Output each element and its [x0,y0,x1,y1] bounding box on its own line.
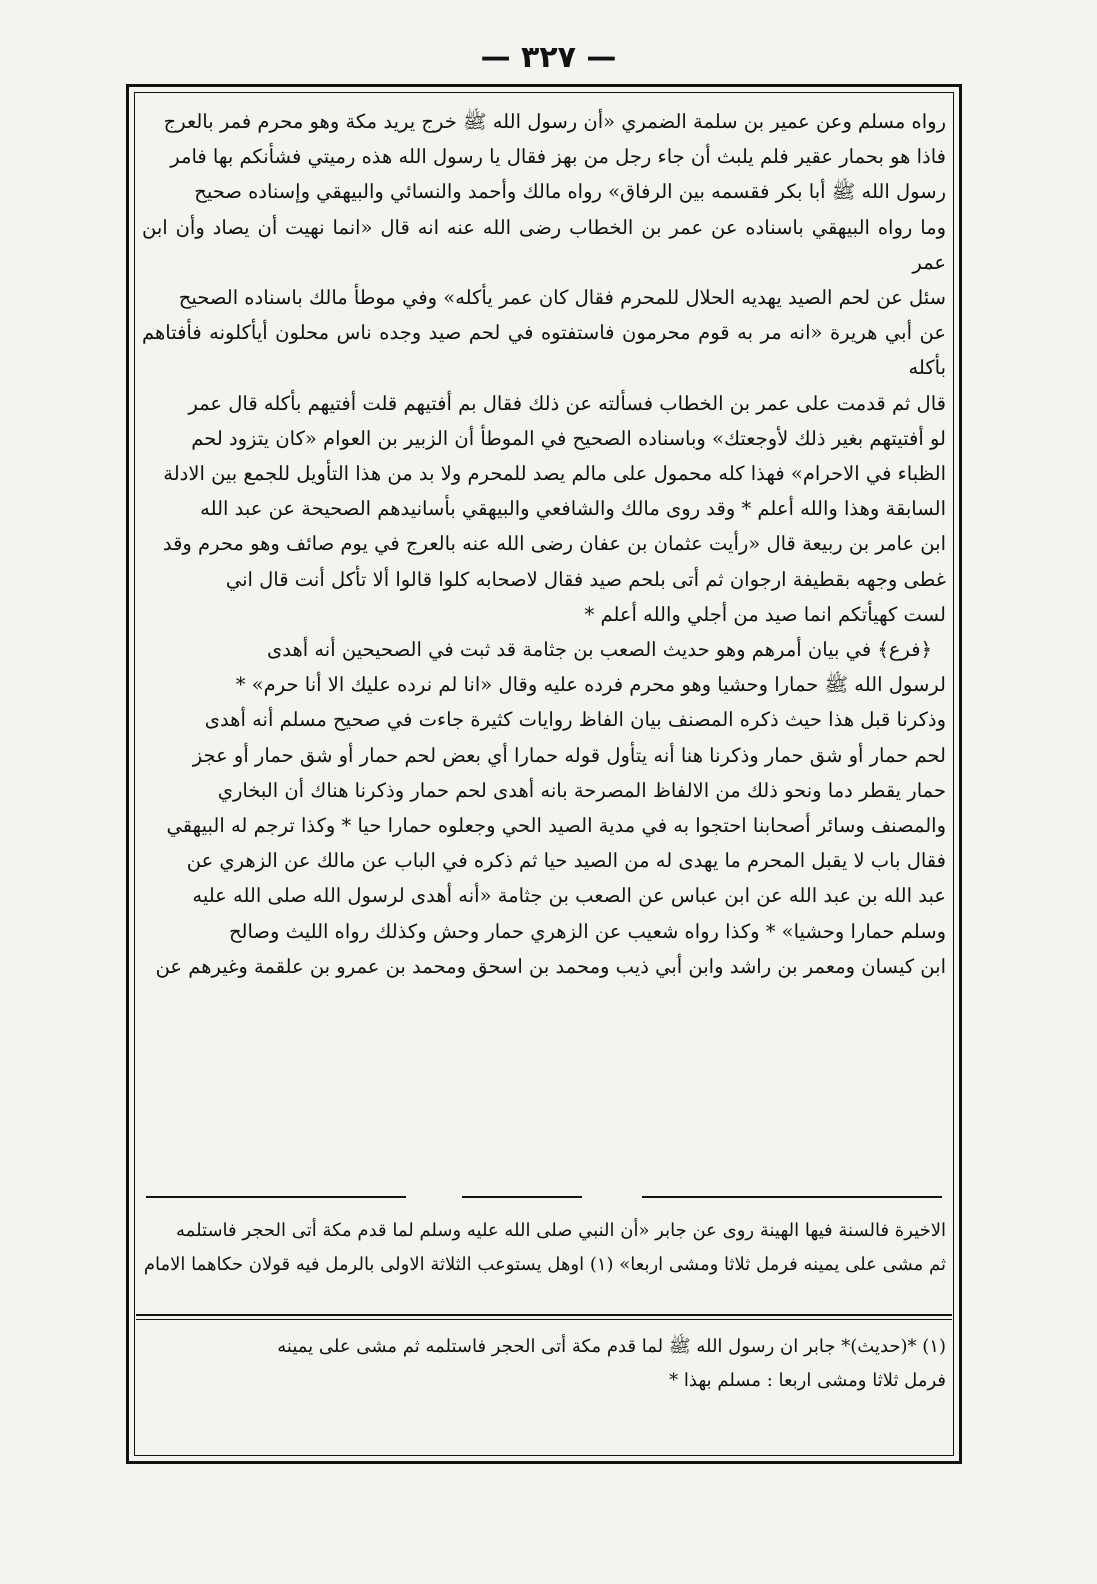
page-number: — ٣٢٧ — [480,40,617,75]
main-line: وسلم حمارا وحشيا» * وكذا رواه شعيب عن الزهري حمار وحش وكذلك رواه الليث وصالح [228,919,946,943]
main-line: والمصنف وسائر أصحابنا احتجوا به في مدية الصيد الحي وجعلوه حمارا حيا * وكذا ترجم له البيهقي [166,814,946,838]
main-line: عبد الله بن عبد الله عن ابن عباس عن الصعب بن جثامة «أنه أهدى لرسول الله صلى الله عليه [192,884,946,908]
main-line: قال ثم قدمت على عمر بن الخطاب فسألته عن ذلك فقال بم أفتيهم قلت أفتيهم بأكله قال عمر [188,391,946,415]
main-text-block [142,104,946,984]
main-line: غطى وجهه بقطيفة ارجوان ثم أتى بلحم صيد فقال لاصحابه كلوا قالوا ألا تأكل أنت قال اني [225,567,946,591]
divider-segment [146,1196,406,1198]
main-line: لو أفتيتهم بغير ذلك لأوجعتك» وباسناده الصحيح في الموطأ أن الزبير بن العوام «كان يتزود لحم [191,426,946,450]
commentary-line: الاخيرة فالسنة فيها الهينة روى عن جابر «أن النبي صلى الله عليه وسلم لما قدم مكة أتى الحجر فاستلمه [176,1220,946,1241]
main-line: رسول الله ﷺ أبا بكر فقسمه بين الرفاق» رواه مالك وأحمد والنسائي والبيهقي وإسناده صحيح [194,180,946,204]
main-line: وما رواه البيهقي باسناده عن عمر بن الخطاب رضى الله عنه انه قال «انما نهيت أن يصاد وأن ابن عمر [142,215,946,274]
main-line: رواه مسلم وعن عمير بن سلمة الضمري «أن رسول الله ﷺ خرج يريد مكة وهو محرم فمر بالعرج [163,110,946,133]
divider-segment [462,1196,582,1198]
commentary-line: ثم مشى على يمينه فرمل ثلاثا ومشى اربعا» (١) اوهل يستوعب الثلاثة الاولى بالرمل فيه قولان حكاهما الامام [143,1254,946,1275]
main-line: ابن كيسان ومعمر بن راشد وابن أبي ذيب ومحمد بن اسحق ومحمد بن عمرو بن علقمة وغيرهم عن [155,954,946,978]
main-line: عن أبي هريرة «انه مر به قوم محرمون فاستفتوه في لحم صيد وجده ناس محلون أيأكلونه فأفتاهم بأكله [142,321,946,380]
main-line: حمار يقطر دما ونحو ذلك من الالفاظ المصرحة بانه أهدى لحم حمار وذكرنا هناك أن البخاري [217,778,946,802]
divider-segment [642,1196,942,1198]
main-line: وذكرنا قبل هذا حيث ذكره المصنف بيان الفاظ روايات كثيرة جاءت في صحيح مسلم أنه أهدى [204,708,946,732]
main-line: ابن عامر بن ربيعة قال «رأيت عثمان بن عفان رضى الله عنه بالعرج في يوم صائف وهو محرم وقد [162,532,946,556]
main-line: لست كهيأتكم انما صيد من أجلي والله أعلم * [584,602,946,626]
main-line: لحم حمار أو شق حمار وذكرنا هنا أنه يتأول قوله حمارا أي بعض لحم حمار أو شق حمار أو عجز [192,743,946,767]
footnote-rule [136,1314,952,1320]
section-divider [146,1196,942,1200]
main-line: فقال باب لا يقبل المحرم ما يهدى له من الصيد حيا ثم ذكره في الباب عن مالك عن الزهري عن [186,849,946,873]
footnote-line: فرمل ثلاثا ومشى اربعا : مسلم بهذا * [669,1370,946,1391]
section-heading-line: ﴿فرع﴾ في بيان أمرهم وهو حديث الصعب بن جثامة قد ثبت في الصحيحين أنه أهدى [266,638,932,662]
footnote-block [142,1330,946,1398]
main-line: لرسول الله ﷺ حمارا وحشيا وهو محرم فرده عليه وقال «انا لم نرده عليك الا أنا حرم» * [235,673,946,697]
main-line: الظباء في الاحرام» فهذا كله محمول على مالم يصد للمحرم ولا بد من هذا التأويل للجمع بين الادلة [163,462,946,486]
main-line: سئل عن لحم الصيد يهديه الحلال للمحرم فقال كان عمر يأكله» وفي موطأ مالك باسناده الصحيح [178,286,946,310]
footnote-line: (١) *(حديث)* جابر ان رسول الله ﷺ لما قدم مكة أتى الحجر فاستلمه ثم مشى على يمينه [277,1336,946,1357]
main-line: فاذا هو بحمار عقير فلم يلبث أن جاء رجل من بهز فقال يا رسول الله هذه رميتي فشأنكم بها فامر [170,145,946,169]
commentary-block [142,1214,946,1282]
main-line: السابقة وهذا والله أعلم * وقد روى مالك والشافعي والبيهقي بأسانيدهم الصحيحة عن عبد الله [200,497,946,521]
